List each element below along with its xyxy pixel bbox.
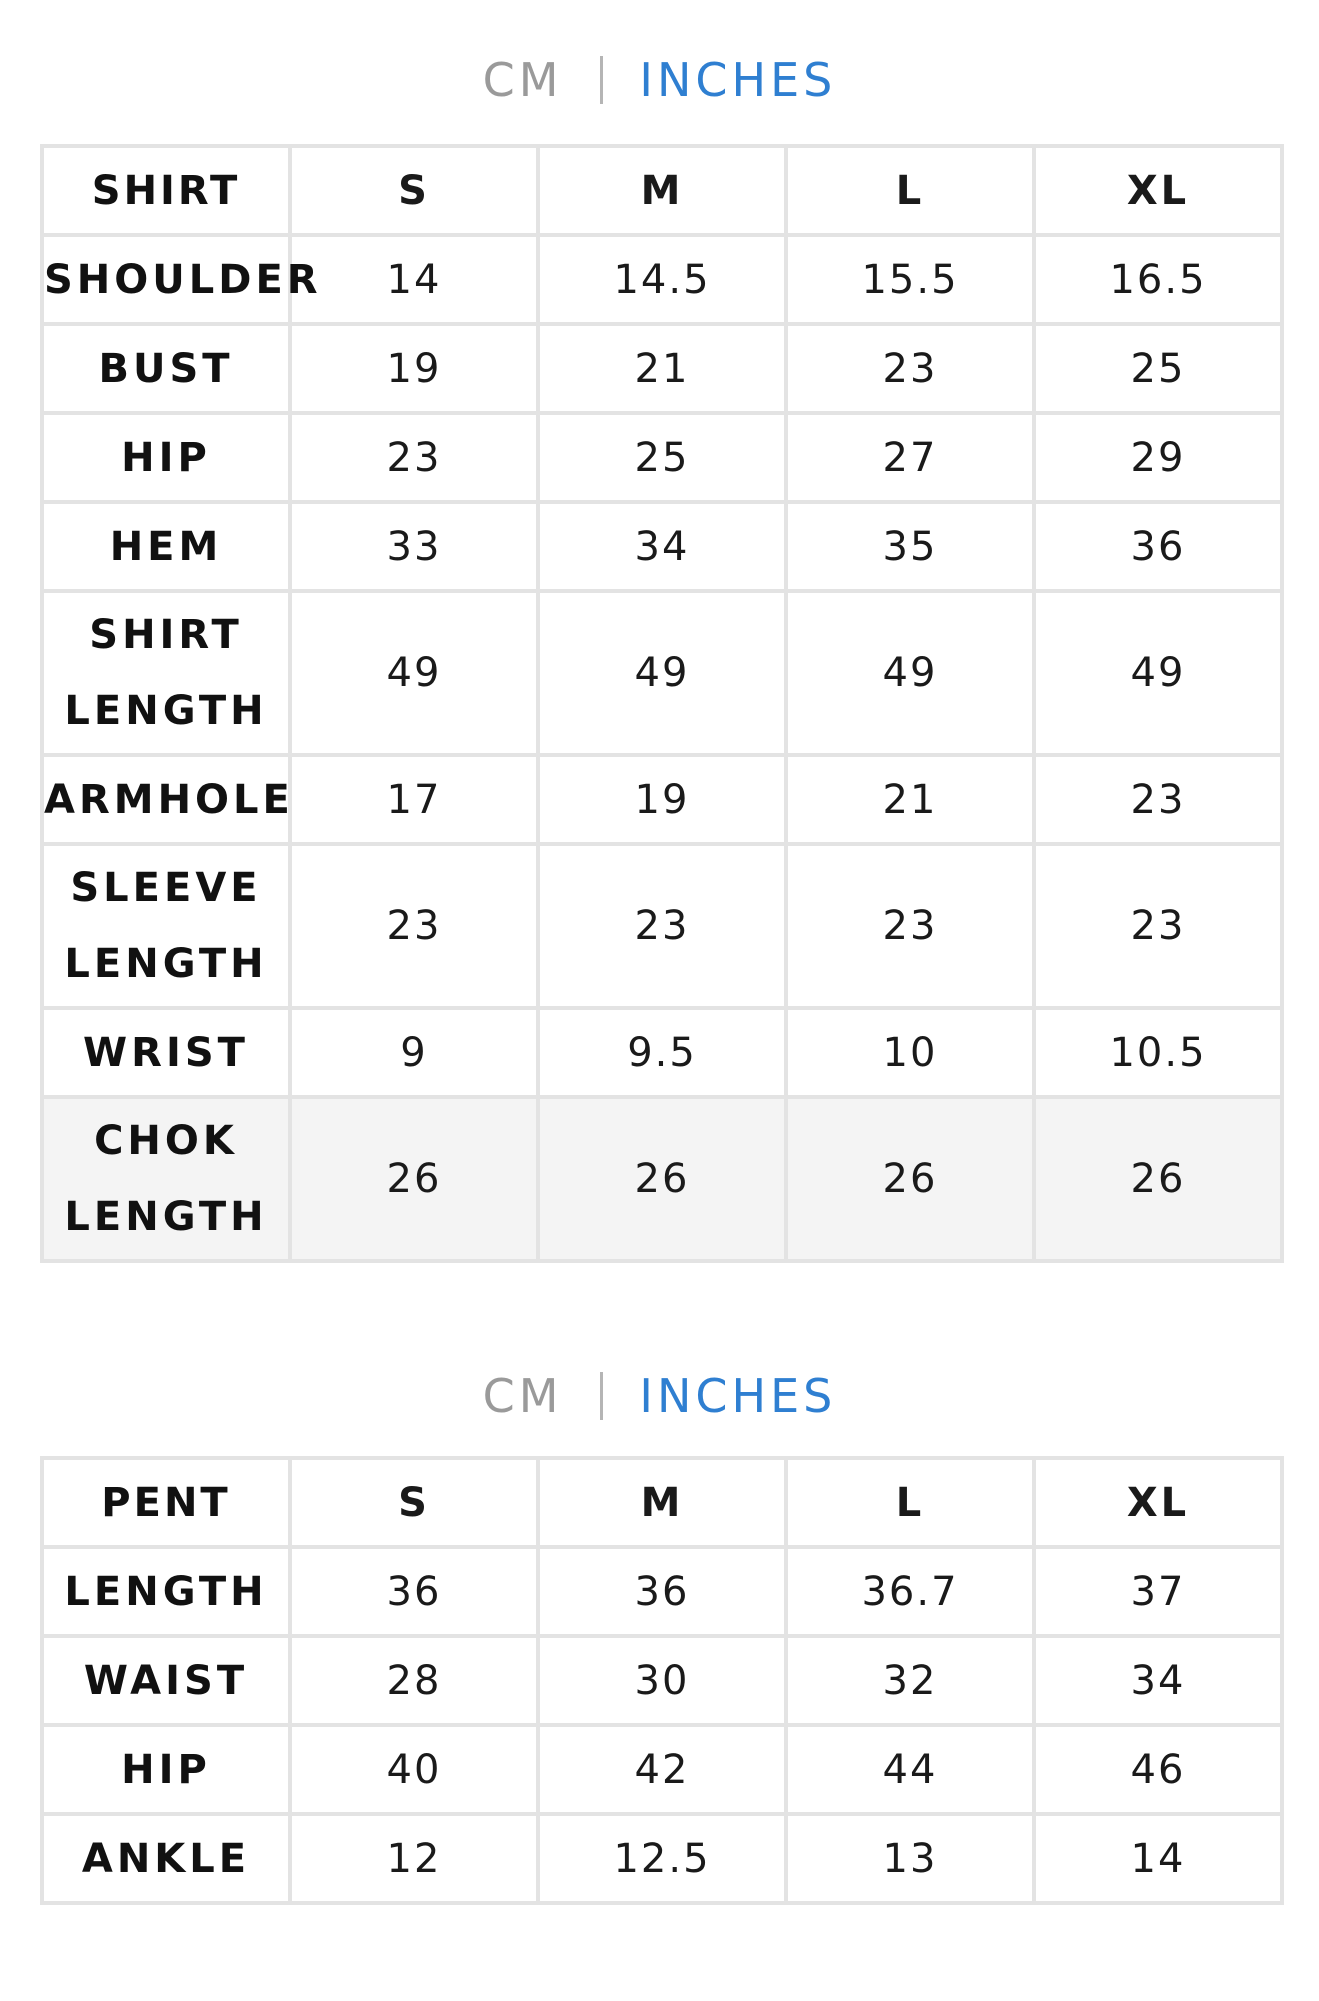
table-cell: 12.5	[538, 1814, 786, 1903]
header-cell: L	[786, 1458, 1034, 1547]
table-cell: 26	[290, 1097, 538, 1261]
table-row	[42, 1814, 1282, 1903]
table-cell: 14.5	[538, 235, 786, 324]
table-cell: 36.7	[786, 1547, 1034, 1636]
table-cell: 49	[786, 591, 1034, 755]
header-cell: M	[538, 1458, 786, 1547]
table-cell: 25	[538, 413, 786, 502]
table-cell: 49	[1034, 591, 1282, 755]
table-row	[42, 502, 1282, 591]
unit-separator	[600, 1372, 603, 1420]
table-cell: 21	[786, 755, 1034, 844]
table-cell: 16.5	[1034, 235, 1282, 324]
unit-toggle-shirt	[0, 50, 1319, 110]
pent-size-table	[40, 1456, 1284, 1905]
table-cell: 35	[786, 502, 1034, 591]
table-cell: 26	[1034, 1097, 1282, 1261]
table-row	[42, 413, 1282, 502]
table-row	[42, 235, 1282, 324]
table-cell: 46	[1034, 1725, 1282, 1814]
shirt-size-table	[40, 144, 1284, 1263]
table-cell: 9.5	[538, 1008, 786, 1097]
table-cell: 23	[1034, 844, 1282, 1008]
table-cell: 17	[290, 755, 538, 844]
row-label: HIP	[42, 413, 290, 502]
row-label: ANKLE	[42, 1814, 290, 1903]
table-row	[42, 1008, 1282, 1097]
table-cell: 37	[1034, 1547, 1282, 1636]
row-label: WAIST	[42, 1636, 290, 1725]
row-label: HIP	[42, 1725, 290, 1814]
row-label: ARMHOLE	[42, 755, 290, 844]
table-cell: 19	[538, 755, 786, 844]
table-cell: 49	[290, 591, 538, 755]
unit-separator	[600, 56, 603, 104]
table-cell: 21	[538, 324, 786, 413]
table-cell: 23	[1034, 755, 1282, 844]
row-label: LENGTH	[42, 1547, 290, 1636]
header-cell: S	[290, 146, 538, 235]
header-cell: M	[538, 146, 786, 235]
row-label: BUST	[42, 324, 290, 413]
table-cell: 10.5	[1034, 1008, 1282, 1097]
table-cell: 49	[538, 591, 786, 755]
table-cell: 26	[786, 1097, 1034, 1261]
table-cell: 36	[538, 1547, 786, 1636]
table-row	[42, 1636, 1282, 1725]
table-cell: 44	[786, 1725, 1034, 1814]
table-cell: 13	[786, 1814, 1034, 1903]
table-cell: 27	[786, 413, 1034, 502]
table-cell: 30	[538, 1636, 786, 1725]
header-cell: PENT	[42, 1458, 290, 1547]
table-row	[42, 1097, 1282, 1261]
table-cell: 23	[786, 844, 1034, 1008]
table-cell: 34	[1034, 1636, 1282, 1725]
header-cell: SHIRT	[42, 146, 290, 235]
table-cell: 19	[290, 324, 538, 413]
table-row	[42, 1725, 1282, 1814]
table-cell: 40	[290, 1725, 538, 1814]
row-label: CHOK LENGTH	[42, 1097, 290, 1261]
header-cell: S	[290, 1458, 538, 1547]
table-cell: 28	[290, 1636, 538, 1725]
unit-toggle-pent	[0, 1366, 1319, 1426]
table-row	[42, 324, 1282, 413]
unit-inches-button[interactable]: INCHES	[639, 53, 837, 107]
table-header-row	[42, 1458, 1282, 1547]
table-cell: 23	[538, 844, 786, 1008]
table-cell: 12	[290, 1814, 538, 1903]
table-cell: 23	[290, 844, 538, 1008]
table-cell: 23	[786, 324, 1034, 413]
unit-inches-button[interactable]: INCHES	[639, 1369, 837, 1423]
table-cell: 36	[290, 1547, 538, 1636]
unit-cm-button[interactable]: CM	[482, 1369, 563, 1423]
table-cell: 36	[1034, 502, 1282, 591]
table-cell: 23	[290, 413, 538, 502]
header-cell: L	[786, 146, 1034, 235]
table-cell: 42	[538, 1725, 786, 1814]
table-row	[42, 755, 1282, 844]
header-cell: XL	[1034, 1458, 1282, 1547]
table-row	[42, 1547, 1282, 1636]
table-cell: 32	[786, 1636, 1034, 1725]
table-cell: 29	[1034, 413, 1282, 502]
table-cell: 15.5	[786, 235, 1034, 324]
table-cell: 26	[538, 1097, 786, 1261]
table-cell: 34	[538, 502, 786, 591]
table-cell: 25	[1034, 324, 1282, 413]
row-label: SHOULDER	[42, 235, 290, 324]
row-label: SLEEVE LENGTH	[42, 844, 290, 1008]
table-header-row	[42, 146, 1282, 235]
table-cell: 10	[786, 1008, 1034, 1097]
table-cell: 14	[290, 235, 538, 324]
header-cell: XL	[1034, 146, 1282, 235]
row-label: HEM	[42, 502, 290, 591]
row-label: WRIST	[42, 1008, 290, 1097]
unit-cm-button[interactable]: CM	[482, 53, 563, 107]
table-cell: 33	[290, 502, 538, 591]
table-cell: 9	[290, 1008, 538, 1097]
row-label: SHIRT LENGTH	[42, 591, 290, 755]
table-row	[42, 591, 1282, 755]
table-cell: 14	[1034, 1814, 1282, 1903]
table-row	[42, 844, 1282, 1008]
